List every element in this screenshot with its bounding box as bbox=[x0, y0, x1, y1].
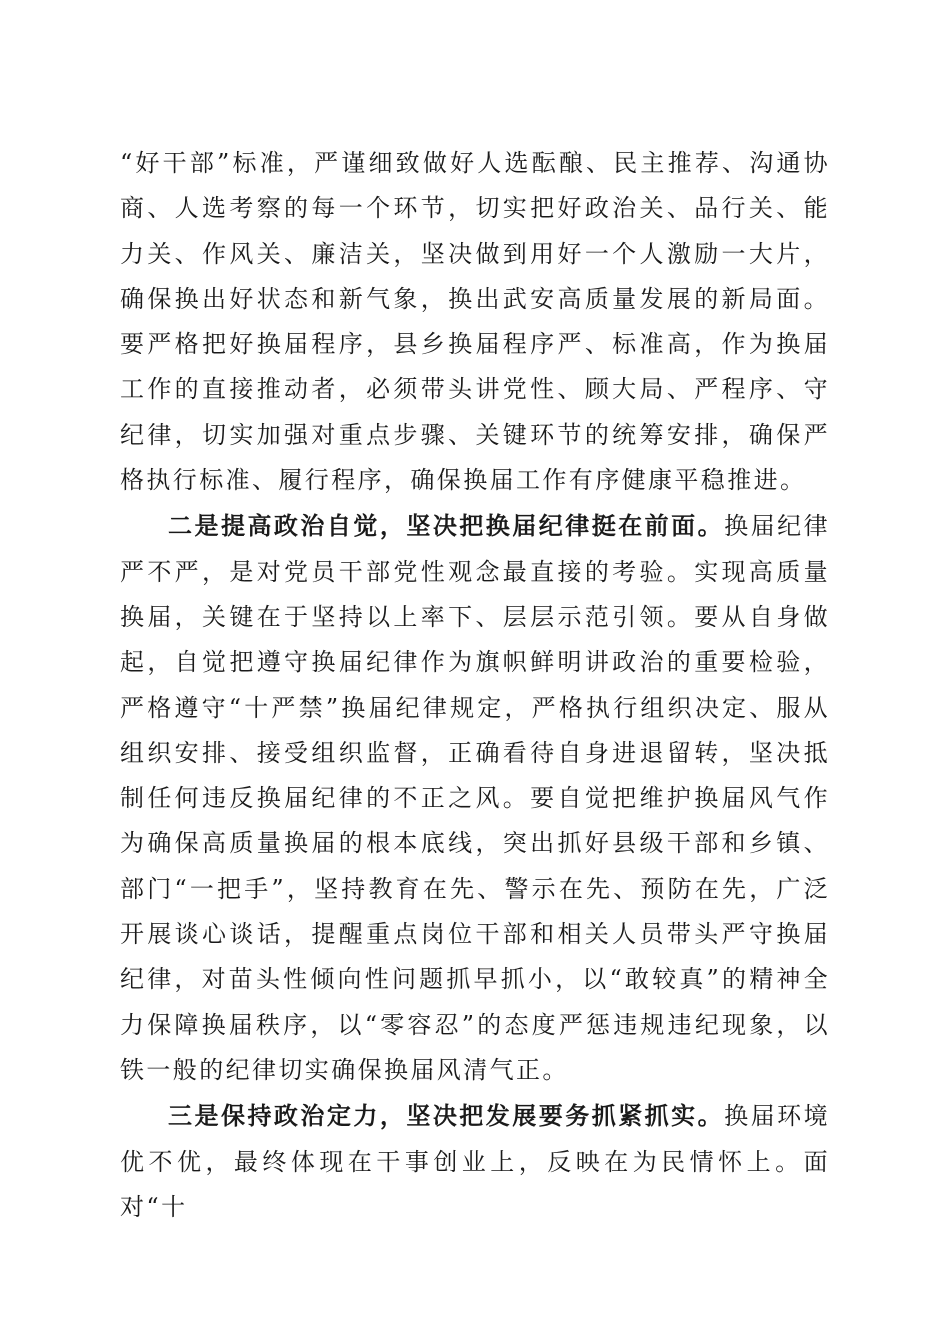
paragraph-lead: 二是提高政治自觉，坚决把换届纪律挺在前面。 bbox=[168, 511, 725, 541]
paragraph-text: 换届环境优不优，最终体现在干事创业上，反映在为民情怀上。面对“十 bbox=[120, 1102, 830, 1221]
paragraph-development-tasks bbox=[120, 1093, 830, 1230]
paragraph-selection-standards bbox=[120, 140, 830, 503]
paragraph-text: “好干部”标准，严谨细致做好人选酝酿、民主推荐、沟通协商、人选考察的每一个环节，切实把好政治关、品行关、能力关、作风关、廉洁关，坚决做到用好一个人激励一大片，确保换出好状态和新气象，换出武安高质量发展的新局面。要严格把好换届程序，县乡换届程序严、标准高，作为换届工作的直接推动者，必须带头讲党性、顾大局、严程序、守纪律，切实加强对重点步骤、关键环节的统筹安排，确保严格执行标准、履行程序，确保换届工作有序健康平稳推进。 bbox=[120, 149, 830, 495]
paragraph-lead: 三是保持政治定力，坚决把发展要务抓紧抓实。 bbox=[168, 1101, 725, 1131]
document-body bbox=[120, 140, 830, 1230]
paragraph-text: 换届纪律严不严，是对党员干部党性观念最直接的考验。实现高质量换届，关键在于坚持以上率下、层层示范引领。要从自身做起，自觉把遵守换届纪律作为旗帜鲜明讲政治的重要检验，严格遵守“十严禁”换届纪律规定，严格执行组织决定、服从组织安排、接受组织监督，正确看待自身进退留转，坚决抵制任何违反换届纪律的不正之风。要自觉把维护换届风气作为确保高质量换届的根本底线，突出抓好县级干部和乡镇、部门“一把手”，坚持教育在先、警示在先、预防在先，广泛开展谈心谈话，提醒重点岗位干部和相关人员带头严守换届纪律，对苗头性倾向性问题抓早抓小，以“敢较真”的精神全力保障换届秩序，以“零容忍”的态度严惩违规违纪现象，以铁一般的纪律切实确保换届风清气正。 bbox=[120, 512, 830, 1084]
paragraph-election-discipline bbox=[120, 503, 830, 1093]
